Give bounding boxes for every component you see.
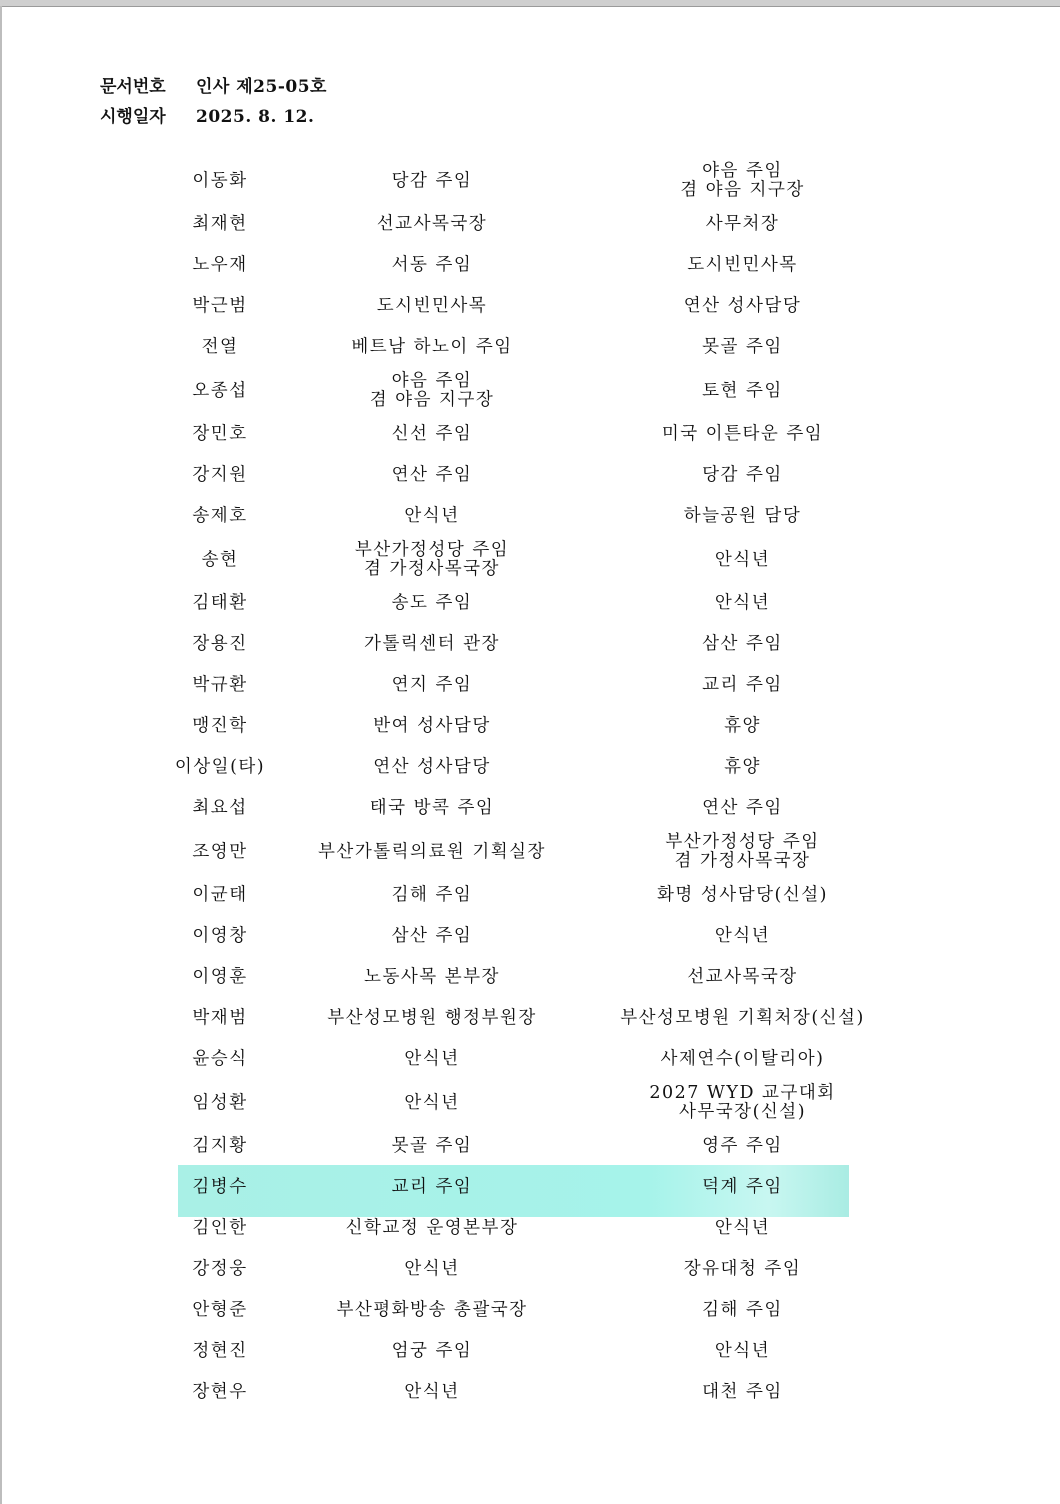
person-name-line: 박규환 bbox=[192, 675, 248, 695]
table-row bbox=[0, 455, 1060, 496]
previous-post-line: 베트남 하노이 주임 bbox=[351, 337, 513, 357]
new-post-line: 겸 가정사목국장 bbox=[674, 851, 811, 871]
effective-date-line bbox=[100, 102, 327, 132]
table-row bbox=[0, 158, 1060, 204]
new-post-line: 대천 주임 bbox=[702, 1382, 783, 1402]
doc-number-line bbox=[100, 72, 327, 102]
new-post-line: 안식년 bbox=[714, 593, 771, 613]
previous-post bbox=[292, 537, 572, 583]
personnel-table bbox=[0, 158, 1060, 1413]
person-name-line: 김인한 bbox=[192, 1218, 248, 1238]
table-row bbox=[0, 1080, 1060, 1126]
previous-post bbox=[292, 496, 572, 537]
previous-post-line: 안식년 bbox=[404, 1092, 460, 1113]
previous-post bbox=[292, 245, 572, 286]
table-row bbox=[0, 204, 1060, 245]
previous-post-line: 가톨릭센터 관장 bbox=[364, 634, 500, 654]
previous-post bbox=[292, 1290, 572, 1331]
previous-post bbox=[292, 414, 572, 455]
table-row-highlighted bbox=[0, 1167, 1060, 1208]
person-name-line: 맹진학 bbox=[192, 716, 248, 736]
previous-post-line: 신학교정 운영본부장 bbox=[345, 1218, 519, 1238]
new-post-line: 연산 주임 bbox=[702, 798, 783, 818]
previous-post-line: 부산성모병원 행정부원장 bbox=[327, 1008, 537, 1028]
table-row bbox=[0, 706, 1060, 747]
person-name-line: 노우재 bbox=[192, 255, 248, 275]
previous-post-line: 안식년 bbox=[404, 1259, 460, 1279]
window-top-border bbox=[0, 0, 1060, 7]
doc-number-label: 문서번호 bbox=[100, 77, 166, 97]
new-post-line: 덕계 주임 bbox=[702, 1177, 783, 1197]
person-name bbox=[150, 957, 290, 998]
previous-post-line: 부산가톨릭의료원 기획실장 bbox=[318, 841, 546, 862]
table-row bbox=[0, 496, 1060, 537]
previous-post-line: 안식년 bbox=[404, 1049, 460, 1069]
person-name bbox=[150, 916, 290, 957]
person-name-line: 이균태 bbox=[192, 885, 248, 905]
new-post bbox=[590, 624, 895, 665]
person-name-line: 장현우 bbox=[192, 1382, 248, 1402]
person-name bbox=[150, 1208, 290, 1249]
new-post-line: 영주 주임 bbox=[702, 1136, 783, 1156]
previous-post-line: 송도 주임 bbox=[391, 593, 473, 613]
new-post bbox=[590, 998, 895, 1039]
previous-post-line: 안식년 bbox=[404, 1382, 460, 1402]
table-row bbox=[0, 998, 1060, 1039]
table-row bbox=[0, 327, 1060, 368]
person-name bbox=[150, 496, 290, 537]
person-name-line: 정현진 bbox=[192, 1341, 248, 1361]
person-name-line: 오종섭 bbox=[192, 380, 248, 401]
person-name bbox=[150, 286, 290, 327]
person-name-line: 전열 bbox=[201, 337, 239, 357]
new-post-line: 하늘공원 담당 bbox=[683, 506, 802, 526]
table-row bbox=[0, 829, 1060, 875]
new-post bbox=[590, 957, 895, 998]
person-name bbox=[150, 245, 290, 286]
new-post bbox=[590, 455, 895, 496]
new-post bbox=[590, 368, 895, 414]
person-name-line: 이상일(타) bbox=[174, 757, 266, 777]
table-row bbox=[0, 1372, 1060, 1413]
table-row bbox=[0, 1290, 1060, 1331]
new-post-line: 안식년 bbox=[714, 1341, 771, 1361]
previous-post-line: 연산 성사담당 bbox=[373, 757, 491, 777]
table-row bbox=[0, 916, 1060, 957]
new-post bbox=[590, 204, 895, 245]
person-name-line: 강정웅 bbox=[192, 1259, 248, 1279]
previous-post-line: 안식년 bbox=[404, 506, 460, 526]
new-post-line: 사무국장(신설) bbox=[678, 1102, 807, 1122]
person-name-line: 임성환 bbox=[192, 1092, 248, 1113]
person-name bbox=[150, 747, 290, 788]
table-row bbox=[0, 286, 1060, 327]
previous-post-line: 태국 방콕 주임 bbox=[369, 798, 495, 818]
previous-post bbox=[292, 665, 572, 706]
person-name-line: 이영훈 bbox=[192, 967, 248, 987]
new-post-line: 부산가정성당 주임 bbox=[665, 832, 820, 852]
person-name bbox=[150, 998, 290, 1039]
previous-post bbox=[292, 158, 572, 204]
previous-post-line: 못골 주임 bbox=[391, 1136, 473, 1156]
person-name-line: 김병수 bbox=[192, 1177, 248, 1197]
new-post bbox=[590, 1372, 895, 1413]
previous-post bbox=[292, 1372, 572, 1413]
person-name bbox=[150, 327, 290, 368]
new-post-line: 사무처장 bbox=[705, 214, 780, 234]
person-name bbox=[150, 583, 290, 624]
new-post bbox=[590, 916, 895, 957]
new-post-line: 휴양 bbox=[724, 757, 761, 777]
previous-post-line: 야음 주임 bbox=[391, 371, 473, 391]
previous-post-line: 겸 가정사목국장 bbox=[364, 559, 500, 579]
previous-post bbox=[292, 624, 572, 665]
new-post-line: 부산성모병원 기획처장(신설) bbox=[620, 1008, 865, 1028]
table-row bbox=[0, 537, 1060, 583]
new-post bbox=[590, 1331, 895, 1372]
previous-post bbox=[292, 829, 572, 875]
new-post-line: 도시빈민사목 bbox=[687, 255, 798, 275]
new-post bbox=[590, 414, 895, 455]
person-name-line: 송제호 bbox=[192, 506, 248, 526]
new-post-line: 못골 주임 bbox=[702, 337, 783, 357]
new-post-line: 화명 성사담당(신설) bbox=[657, 885, 828, 905]
table-row bbox=[0, 583, 1060, 624]
new-post-line: 김해 주임 bbox=[702, 1300, 783, 1320]
new-post bbox=[590, 788, 895, 829]
previous-post bbox=[292, 957, 572, 998]
previous-post bbox=[292, 327, 572, 368]
previous-post bbox=[292, 1039, 572, 1080]
previous-post bbox=[292, 1331, 572, 1372]
new-post-line: 안식년 bbox=[714, 1218, 771, 1238]
previous-post-line: 겸 야음 지구장 bbox=[369, 390, 495, 410]
person-name-line: 장민호 bbox=[192, 424, 248, 444]
person-name bbox=[150, 1290, 290, 1331]
table-row bbox=[0, 414, 1060, 455]
person-name bbox=[150, 1249, 290, 1290]
person-name-line: 조영만 bbox=[192, 841, 248, 862]
new-post-line: 교리 주임 bbox=[702, 675, 783, 695]
person-name bbox=[150, 455, 290, 496]
previous-post-line: 연산 주임 bbox=[391, 465, 473, 485]
previous-post-line: 신선 주임 bbox=[391, 424, 473, 444]
previous-post bbox=[292, 998, 572, 1039]
new-post bbox=[590, 245, 895, 286]
new-post-line: 당감 주임 bbox=[702, 465, 783, 485]
new-post bbox=[590, 1167, 895, 1208]
previous-post-line: 서동 주임 bbox=[391, 255, 473, 275]
previous-post-line: 노동사목 본부장 bbox=[364, 967, 500, 987]
previous-post bbox=[292, 583, 572, 624]
new-post bbox=[590, 1208, 895, 1249]
person-name-line: 송현 bbox=[201, 549, 239, 570]
previous-post bbox=[292, 1080, 572, 1126]
previous-post bbox=[292, 747, 572, 788]
previous-post bbox=[292, 916, 572, 957]
table-row bbox=[0, 1126, 1060, 1167]
new-post bbox=[590, 1080, 895, 1126]
table-row bbox=[0, 875, 1060, 916]
previous-post bbox=[292, 455, 572, 496]
previous-post bbox=[292, 875, 572, 916]
previous-post-line: 삼산 주임 bbox=[391, 926, 473, 946]
person-name bbox=[150, 829, 290, 875]
previous-post bbox=[292, 1208, 572, 1249]
previous-post-line: 당감 주임 bbox=[391, 170, 473, 191]
person-name bbox=[150, 1039, 290, 1080]
person-name-line: 이동화 bbox=[192, 170, 248, 191]
person-name bbox=[150, 204, 290, 245]
previous-post-line: 연지 주임 bbox=[391, 675, 473, 695]
new-post bbox=[590, 583, 895, 624]
person-name bbox=[150, 414, 290, 455]
new-post bbox=[590, 829, 895, 875]
table-row bbox=[0, 747, 1060, 788]
table-row bbox=[0, 368, 1060, 414]
new-post bbox=[590, 875, 895, 916]
table-row bbox=[0, 1249, 1060, 1290]
previous-post bbox=[292, 788, 572, 829]
person-name bbox=[150, 1331, 290, 1372]
person-name-line: 윤승식 bbox=[192, 1049, 248, 1069]
person-name-line: 이영창 bbox=[192, 926, 248, 946]
person-name bbox=[150, 1080, 290, 1126]
previous-post-line: 교리 주임 bbox=[391, 1177, 473, 1197]
new-post bbox=[590, 1290, 895, 1331]
table-row bbox=[0, 245, 1060, 286]
new-post bbox=[590, 496, 895, 537]
effective-date-label: 시행일자 bbox=[100, 107, 166, 127]
new-post-line: 사제연수(이탈리아) bbox=[660, 1049, 825, 1069]
new-post bbox=[590, 1126, 895, 1167]
table-row bbox=[0, 1331, 1060, 1372]
person-name-line: 안형준 bbox=[192, 1300, 248, 1320]
new-post-line: 야음 주임 bbox=[702, 161, 783, 181]
person-name-line: 장용진 bbox=[192, 634, 248, 654]
new-post-line: 토현 주임 bbox=[702, 380, 783, 401]
new-post bbox=[590, 1249, 895, 1290]
previous-post-line: 도시빈민사목 bbox=[376, 296, 488, 316]
previous-post bbox=[292, 1249, 572, 1290]
previous-post-line: 부산평화방송 총괄국장 bbox=[336, 1300, 528, 1320]
person-name bbox=[150, 537, 290, 583]
new-post-line: 휴양 bbox=[724, 716, 761, 736]
person-name bbox=[150, 1126, 290, 1167]
new-post bbox=[590, 286, 895, 327]
person-name-line: 박재범 bbox=[192, 1008, 248, 1028]
previous-post bbox=[292, 286, 572, 327]
new-post bbox=[590, 706, 895, 747]
previous-post-line: 반여 성사담당 bbox=[373, 716, 491, 736]
table-row bbox=[0, 624, 1060, 665]
table-row bbox=[0, 957, 1060, 998]
new-post bbox=[590, 327, 895, 368]
new-post-line: 2027 WYD 교구대회 bbox=[649, 1083, 836, 1103]
person-name bbox=[150, 158, 290, 204]
table-row bbox=[0, 1039, 1060, 1080]
new-post-line: 삼산 주임 bbox=[702, 634, 783, 654]
person-name bbox=[150, 706, 290, 747]
doc-number-value: 인사 제25-05호 bbox=[196, 77, 327, 97]
table-row bbox=[0, 1208, 1060, 1249]
previous-post bbox=[292, 1126, 572, 1167]
person-name bbox=[150, 788, 290, 829]
person-name-line: 강지원 bbox=[192, 465, 248, 485]
person-name-line: 최요섭 bbox=[192, 798, 248, 818]
person-name bbox=[150, 624, 290, 665]
new-post-line: 장유대청 주임 bbox=[683, 1259, 802, 1279]
person-name bbox=[150, 1372, 290, 1413]
new-post bbox=[590, 665, 895, 706]
new-post-line: 선교사목국장 bbox=[687, 967, 798, 987]
previous-post-line: 부산가정성당 주임 bbox=[354, 540, 510, 560]
person-name-line: 김지황 bbox=[192, 1136, 248, 1156]
previous-post-line: 선교사목국장 bbox=[376, 214, 488, 234]
person-name bbox=[150, 875, 290, 916]
person-name bbox=[150, 368, 290, 414]
new-post bbox=[590, 1039, 895, 1080]
new-post-line: 겸 야음 지구장 bbox=[680, 180, 805, 200]
new-post-line: 연산 성사담당 bbox=[683, 296, 802, 316]
previous-post bbox=[292, 706, 572, 747]
previous-post bbox=[292, 1167, 572, 1208]
previous-post-line: 김해 주임 bbox=[391, 885, 473, 905]
person-name bbox=[150, 1167, 290, 1208]
person-name-line: 최재현 bbox=[192, 214, 248, 234]
previous-post-line: 엄궁 주임 bbox=[391, 1341, 473, 1361]
effective-date-value: 2025. 8. 12. bbox=[196, 107, 315, 127]
previous-post bbox=[292, 368, 572, 414]
person-name bbox=[150, 665, 290, 706]
person-name-line: 박근범 bbox=[192, 296, 248, 316]
new-post bbox=[590, 747, 895, 788]
person-name-line: 김태환 bbox=[192, 593, 248, 613]
new-post bbox=[590, 537, 895, 583]
new-post bbox=[590, 158, 895, 204]
document-header bbox=[100, 72, 327, 132]
new-post-line: 안식년 bbox=[714, 926, 771, 946]
table-row bbox=[0, 665, 1060, 706]
new-post-line: 미국 이튼타운 주임 bbox=[661, 424, 824, 444]
previous-post bbox=[292, 204, 572, 245]
new-post-line: 안식년 bbox=[714, 549, 771, 570]
table-row bbox=[0, 788, 1060, 829]
